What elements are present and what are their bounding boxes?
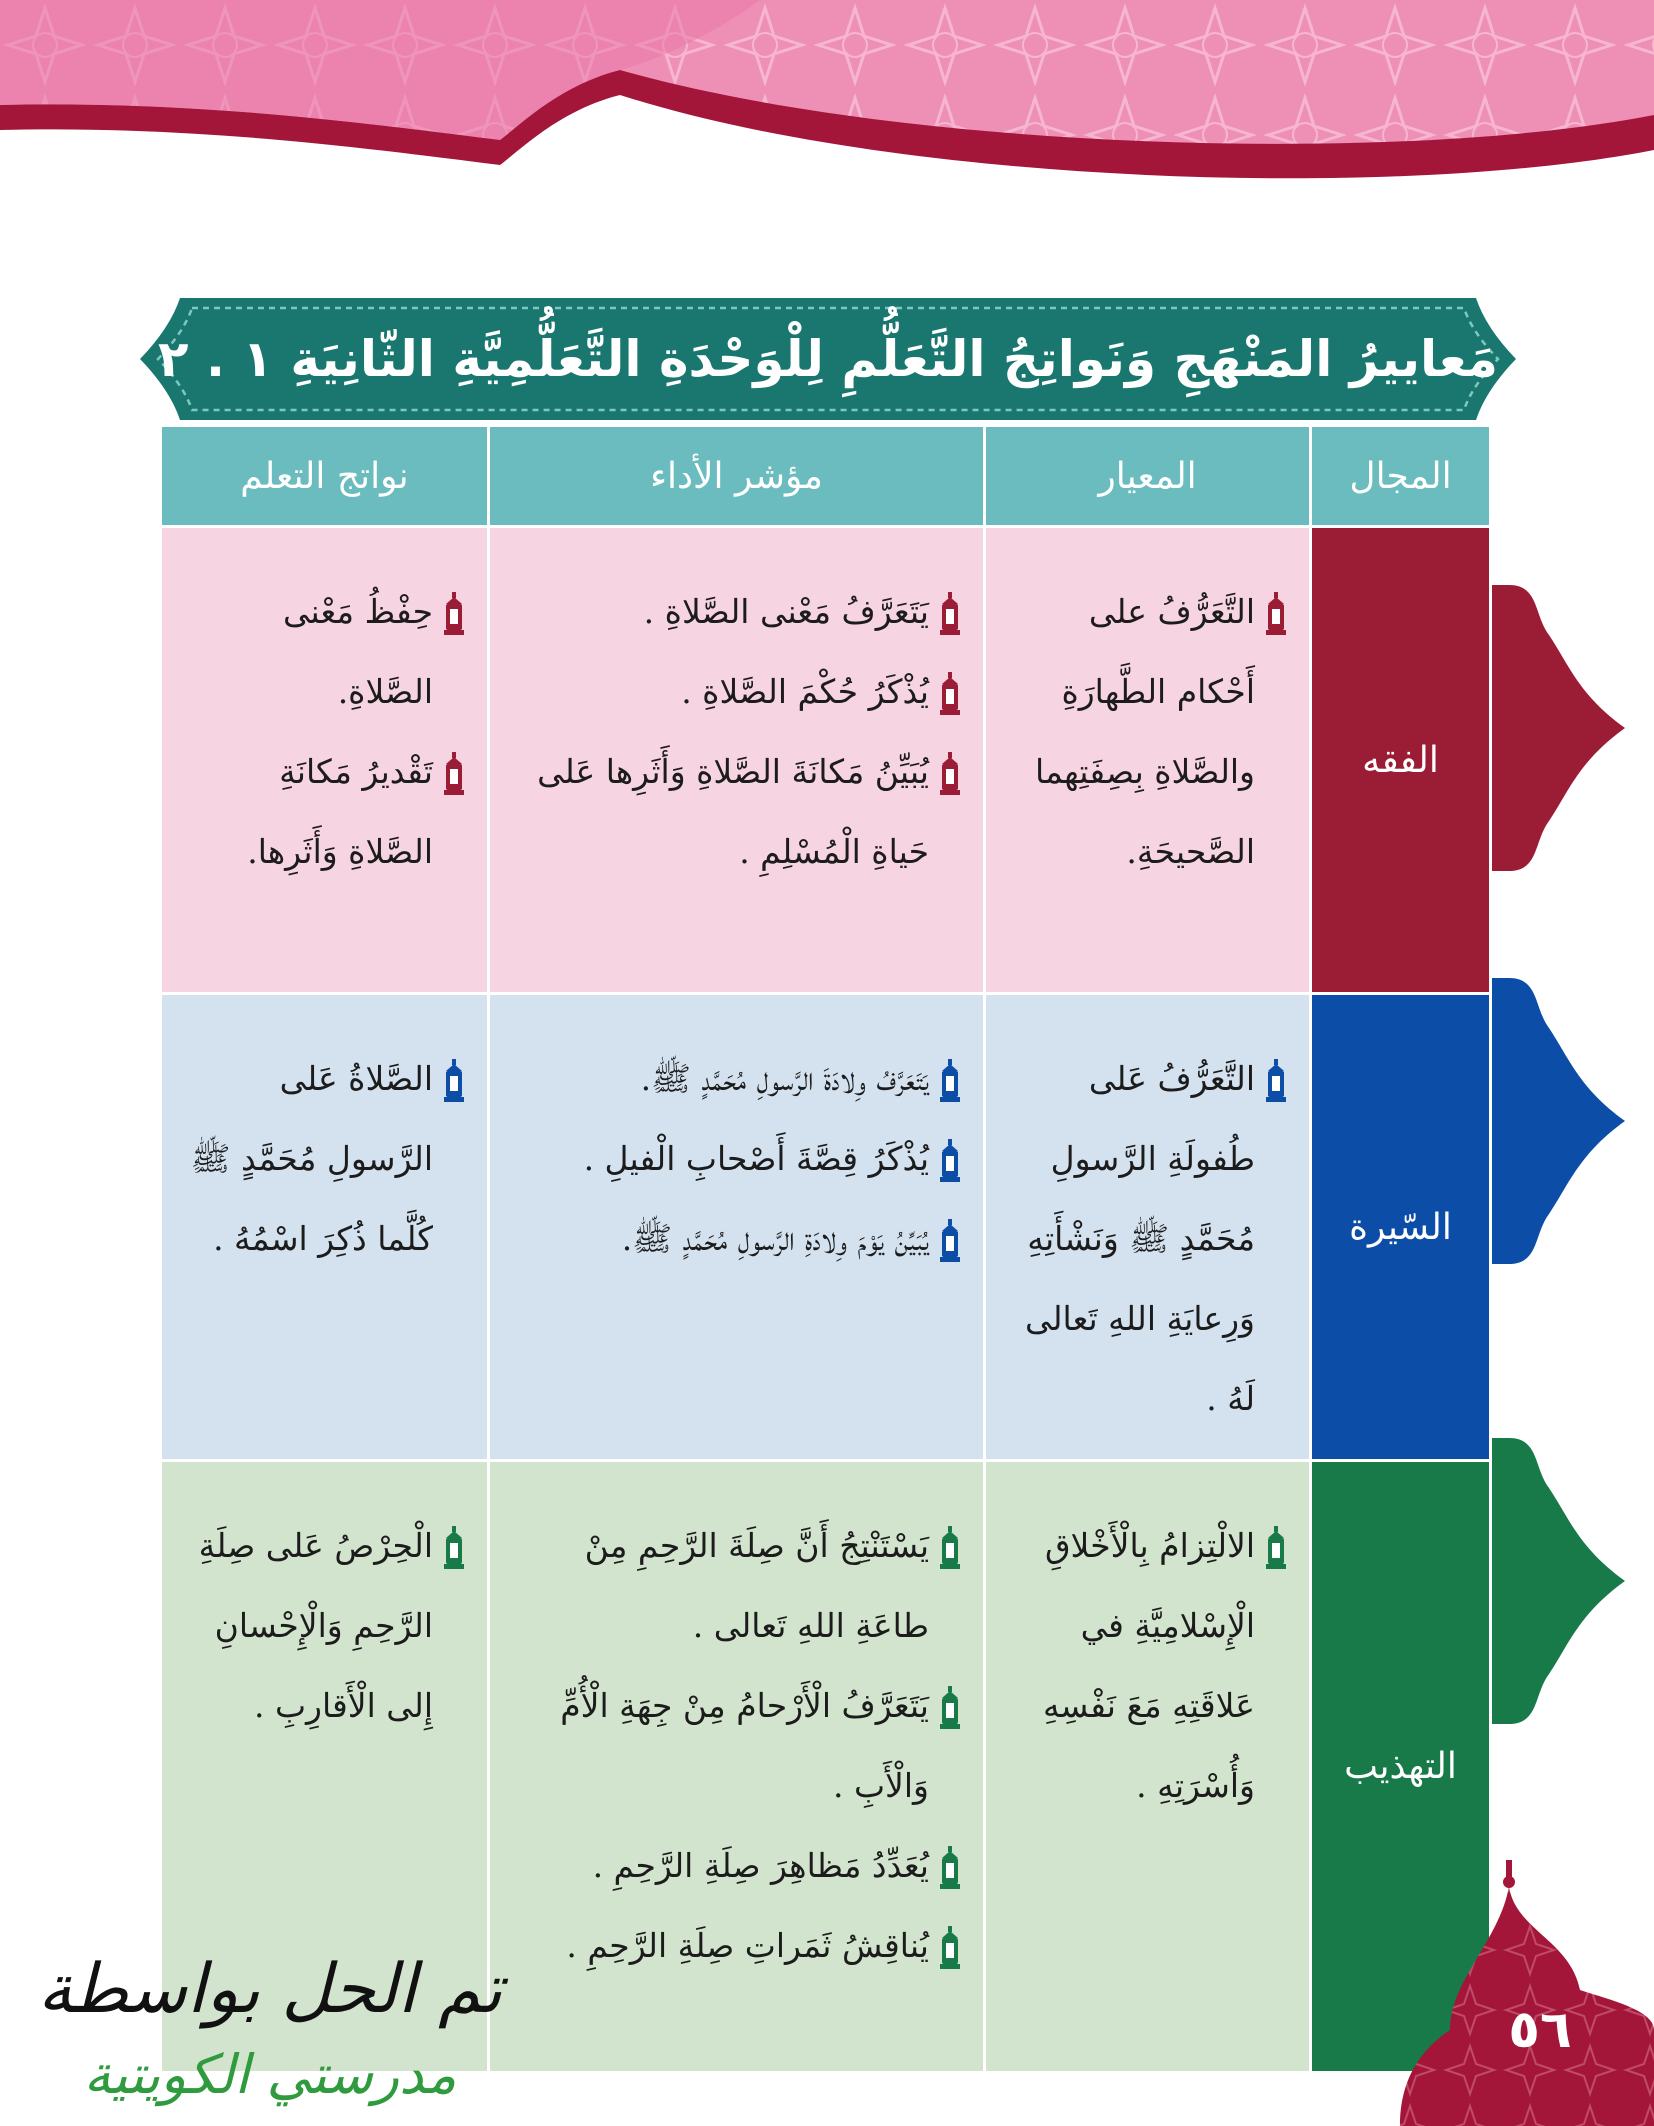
indicator-text: يُذْكَرُ قِصَّةَ أَصْحابِ الْفيلِ . bbox=[583, 1139, 929, 1178]
outcome-text: الْحِرْصُ عَلى صِلَةِ الرَّحِمِ وَالْإِحْسانِ إِلى الْأَقارِبِ . bbox=[198, 1526, 433, 1725]
list-item bbox=[184, 572, 465, 732]
lantern-icon bbox=[939, 1219, 961, 1263]
lantern-icon bbox=[939, 1926, 961, 1970]
lantern-icon bbox=[939, 1686, 961, 1730]
lantern-icon bbox=[939, 1846, 961, 1890]
standard-text: التَّعَرُّفُ على أَحْكام الطَّهارَةِ والصَّلاةِ بِصِفَتِهما الصَّحيحَةِ. bbox=[1034, 592, 1255, 871]
lantern-icon bbox=[1265, 1059, 1287, 1103]
indicator-text: يَتَعَرَّفُ الْأَرْحامُ مِنْ جِهَةِ الْأُمِّ وَالْأَبِ . bbox=[560, 1686, 929, 1805]
standard-cell-fiqh bbox=[985, 527, 1311, 994]
top-decorative-banner bbox=[0, 0, 1654, 200]
list-item bbox=[1008, 572, 1287, 892]
indicator-text: يُذْكَرُ حُكْمَ الصَّلاةِ . bbox=[681, 672, 929, 711]
lantern-icon bbox=[939, 1059, 961, 1103]
list-item bbox=[512, 572, 961, 652]
standard-text: الالْتِزامُ بِالْأَخْلاقِ الْإِسْلامِيَّةِ في عَلاقَتِهِ مَعَ نَفْسِهِ وَأُسْرَتِهِ . bbox=[1042, 1526, 1255, 1805]
outcomes-cell-fiqh bbox=[161, 527, 489, 994]
list-item bbox=[512, 1039, 961, 1119]
indicator-cell-seerah bbox=[489, 994, 985, 1461]
side-tab-tahdheeb bbox=[1489, 1438, 1625, 1724]
list-item bbox=[1008, 1039, 1287, 1439]
lantern-icon bbox=[939, 1526, 961, 1570]
lantern-icon bbox=[443, 1526, 465, 1570]
lantern-icon bbox=[939, 1139, 961, 1183]
list-item bbox=[512, 1506, 961, 1666]
side-tab-seerah bbox=[1489, 978, 1625, 1264]
domain-cell-tahdheeb: التهذيب bbox=[1311, 1461, 1491, 2073]
lantern-icon bbox=[939, 672, 961, 716]
domain-cell-fiqh: الفقه bbox=[1311, 527, 1491, 994]
lantern-icon bbox=[939, 592, 961, 636]
lantern-icon bbox=[443, 752, 465, 796]
indicator-text: يُناقِشُ ثَمَراتِ صِلَةِ الرَّحِمِ . bbox=[566, 1926, 929, 1965]
indicator-cell-tahdheeb bbox=[489, 1461, 985, 2073]
list-item bbox=[512, 1199, 961, 1279]
standard-cell-tahdheeb bbox=[985, 1461, 1311, 2073]
lantern-icon bbox=[443, 592, 465, 636]
list-item bbox=[184, 1506, 465, 1746]
header-domain: المجال bbox=[1311, 426, 1491, 527]
watermark-line-2: مدرستي الكويتية bbox=[83, 2043, 457, 2106]
list-item bbox=[512, 652, 961, 732]
outcome-text: الصَّلاةُ عَلى الرَّسولِ مُحَمَّدٍ ﷺ كُلَّما ذُكِرَ اسْمُهُ . bbox=[190, 1059, 433, 1258]
list-item bbox=[512, 732, 961, 892]
watermark-line-1: تم الحل بواسطة bbox=[37, 1950, 503, 2029]
table-row-fiqh bbox=[161, 527, 1491, 994]
list-item bbox=[512, 1826, 961, 1906]
standard-cell-seerah bbox=[985, 994, 1311, 1461]
indicator-cell-fiqh bbox=[489, 527, 985, 994]
page-title: مَعاييرُ المَنْهَجِ وَنَواتِجُ التَّعَلُّمِ لِلْوَحْدَةِ التَّعَلُّمِيَّةِ الثّانِيَةِ ١ . ٢ bbox=[158, 330, 1498, 388]
domain-cell-seerah: السّيرة bbox=[1311, 994, 1491, 1461]
page-number: ٥٦ bbox=[1508, 2000, 1572, 2060]
outcomes-cell-seerah bbox=[161, 994, 489, 1461]
indicator-text: يُبَيِّنُ مَكانَةَ الصَّلاةِ وَأَثَرِها عَلى حَياةِ الْمُسْلِمِ . bbox=[537, 752, 929, 871]
outcome-text: تَقْديرُ مَكانَةِ الصَّلاةِ وَأَثَرِها. bbox=[247, 752, 433, 871]
table-row-seerah bbox=[161, 994, 1491, 1461]
indicator-text: يُعَدِّدُ مَظاهِرَ صِلَةِ الرَّحِمِ . bbox=[592, 1846, 929, 1885]
header-indicator: مؤشر الأداء bbox=[489, 426, 985, 527]
header-standard: المعيار bbox=[985, 426, 1311, 527]
solution-watermark bbox=[30, 1945, 510, 2115]
lantern-icon bbox=[1265, 1526, 1287, 1570]
side-tab-fiqh bbox=[1489, 585, 1625, 871]
outcome-text: حِفْظُ مَعْنى الصَّلاةِ. bbox=[283, 592, 433, 711]
lantern-icon bbox=[939, 752, 961, 796]
indicator-text: يَسْتَنْتِجُ أَنَّ صِلَةَ الرَّحِمِ مِنْ طاعَةِ اللهِ تَعالى . bbox=[584, 1526, 929, 1645]
lantern-icon bbox=[443, 1059, 465, 1103]
indicator-text: يَتَعَرَّفُ مَعْنى الصَّلاةِ . bbox=[643, 592, 929, 631]
curriculum-table bbox=[159, 424, 1492, 2074]
header-outcomes: نواتج التعلم bbox=[161, 426, 489, 527]
list-item bbox=[512, 1906, 961, 1986]
standard-text: التَّعَرُّفُ عَلى طُفولَةِ الرَّسولِ مُحَمَّدٍ ﷺ وَنَشْأَتِهِ وَرِعايَةِ اللهِ تَعالى لَهُ . bbox=[1024, 1059, 1255, 1418]
mosque-dome-ornament bbox=[1380, 1860, 1654, 2126]
indicator-text: يَتَعَرَّفُ وِلادَةَ الرَّسولِ مُحَمَّدٍ ﷺ. bbox=[640, 1059, 929, 1098]
indicator-text: يُبَيِّنُ يَوْمَ وِلادَةِ الرَّسولِ مُحَمَّدٍ ﷺ. bbox=[621, 1219, 929, 1258]
table-header-row bbox=[161, 426, 1491, 527]
list-item bbox=[1008, 1506, 1287, 1826]
list-item bbox=[512, 1119, 961, 1199]
list-item bbox=[184, 732, 465, 892]
lantern-icon bbox=[1265, 592, 1287, 636]
list-item bbox=[512, 1666, 961, 1826]
list-item bbox=[184, 1039, 465, 1279]
